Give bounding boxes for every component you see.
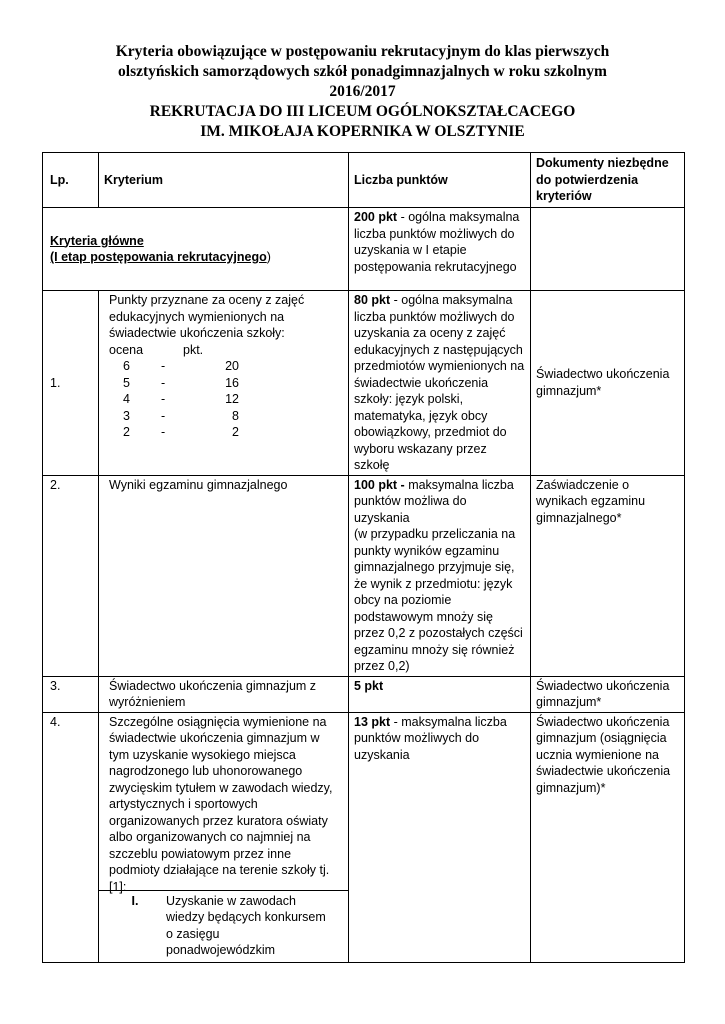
grade-row [109, 358, 343, 375]
header-documents: Dokumenty niezbędne do potwierdzenia kryteriów [531, 153, 685, 208]
criterion-text: Szczególne osiągnięcia wymienione na świadectwie ukończenia gimnazjum w tym uzyskanie wysokiego miejsca nagrodzonego lub uhonorowanego zwycięskim tytułem w zawodach wiedzy, artystycznych i sportowych organizowanych przez kuratora oświaty albo organizowanych co najmniej na szczeblu powiatowym przez inne podmioty działające na terenie szkoły tj.[1]: [109, 714, 333, 894]
row-criterion [99, 712, 349, 962]
row-documents: Świadectwo ukończenia gimnazjum* [531, 676, 685, 712]
grade-dash: - [161, 375, 166, 390]
grade-dash: - [161, 359, 166, 373]
document-title [0, 42, 725, 142]
header-criterion: Kryterium [99, 153, 349, 208]
grade-dash: - [161, 425, 166, 439]
grade-row [109, 424, 343, 441]
row-documents: Świadectwo ukończenia gimnazjum* [531, 291, 685, 476]
grade-points: 16 [225, 375, 239, 390]
main-criteria-points [349, 208, 531, 291]
main-criteria-sublabel: (I etap postępowania rekrutacyjnego [50, 250, 267, 264]
title-line-5: IM. MIKOŁAJA KOPERNIKA W OLSZTYNIE [200, 123, 525, 140]
criterion-text: Punkty przyznane za oceny z zajęć edukacyjnych wymienionych na świadectwie ukończenia szkoły: [109, 293, 305, 340]
points-text: maksymalna liczba punktów możliwa do uzyskania [354, 477, 514, 525]
table-header-row [43, 153, 685, 208]
title-line-4: REKRUTACJA DO III LICEUM OGÓLNOKSZTAŁCACEGO [149, 103, 576, 120]
row-lp: 4. [43, 712, 99, 962]
table-row [43, 712, 685, 962]
header-points: Liczba punktów [349, 153, 531, 208]
row-lp: 3. [43, 676, 99, 712]
points-bold: 80 pkt [354, 293, 391, 307]
grade-points: 12 [225, 392, 239, 406]
row-points [349, 475, 531, 676]
row-criterion [99, 291, 349, 476]
points-note: (w przypadku przeliczania na punkty wyników egzaminu gimnazjalnego przyjmuje się, że wynik z przedmiotu: język obcy na poziomie podstawowym mnoży się przez 0,2 z pozostałych części egzaminu mnoży się również przez 0,2) [354, 527, 523, 673]
main-criteria-paren: ) [266, 250, 271, 264]
points-bold: 13 pkt [354, 714, 391, 729]
row-documents: Zaświadczenie o wynikach egzaminu gimnazjalnego* [531, 475, 685, 676]
row-criterion: Wyniki egzaminu gimnazjalnego [99, 475, 349, 676]
points-text: - ogólna maksymalna liczba punktów możliwych do uzyskania w I etapie postępowania rekrutacyjnego [354, 210, 520, 274]
grade-row [109, 375, 343, 392]
sub-criterion-number: I. [131, 893, 139, 908]
grade-value: 4 [123, 392, 130, 406]
row-lp: 1. [43, 291, 99, 476]
title-line-2: olsztyńskich samorządowych szkół ponadgimnazjalnych w roku szkolnym [118, 63, 607, 80]
points-header-label: pkt. [183, 342, 204, 357]
row-points [349, 291, 531, 476]
criteria-table [42, 152, 685, 963]
main-criteria-row [43, 208, 685, 291]
grade-header-label: ocena [109, 342, 144, 357]
row-points: 5 pkt [349, 676, 531, 712]
table-row [43, 291, 685, 476]
row-points [349, 712, 531, 962]
grade-points: 2 [232, 425, 239, 439]
points-bold: 100 pkt - [354, 477, 405, 492]
table-row [43, 676, 685, 712]
row-documents: Świadectwo ukończenia gimnazjum (osiągnięcia ucznia wymienione na świadectwie ukończenia gimnazjum)* [531, 712, 685, 962]
grade-dash: - [161, 408, 166, 423]
main-criteria-label: Kryteria główne [50, 233, 144, 248]
header-lp: Lp. [43, 153, 99, 208]
grade-value: 5 [123, 375, 130, 390]
grade-points: 20 [225, 359, 239, 373]
grade-row [109, 408, 343, 425]
sub-criterion [99, 890, 348, 959]
table-row [43, 475, 685, 676]
main-criteria-cell [43, 208, 349, 291]
grade-row [109, 391, 343, 408]
grade-value: 3 [123, 408, 130, 423]
row-lp: 2. [43, 475, 99, 676]
points-text: - ogólna maksymalna liczba punktów możliwych do uzyskania za oceny z zajęć edukacyjnych z następujących przedmiotów wymienionych na świadectwie ukończenia szkoły: język polski, matematyka, język obcy obowiązkowy, przedmiot do wyboru wskazany przez szkołę [354, 293, 525, 472]
grades-table [109, 342, 343, 441]
grade-value: 2 [123, 425, 130, 439]
points-bold: 200 pkt [354, 210, 398, 224]
grade-points: 8 [232, 408, 239, 423]
grade-value: 6 [123, 359, 130, 373]
title-line-3: 2016/2017 [329, 83, 396, 100]
row-criterion: Świadectwo ukończenia gimnazjum z wyróżnieniem [99, 676, 349, 712]
grade-dash: - [161, 392, 166, 406]
points-text: - maksymalna liczba punktów możliwych do uzyskania [354, 714, 507, 762]
main-criteria-documents [531, 208, 685, 291]
title-line-1: Kryteria obowiązujące w postępowaniu rekrutacyjnym do klas pierwszych [115, 43, 610, 60]
sub-criterion-text: Uzyskanie w zawodach wiedzy będących konkursem o zasięgu ponadwojewódzkim [166, 893, 326, 957]
